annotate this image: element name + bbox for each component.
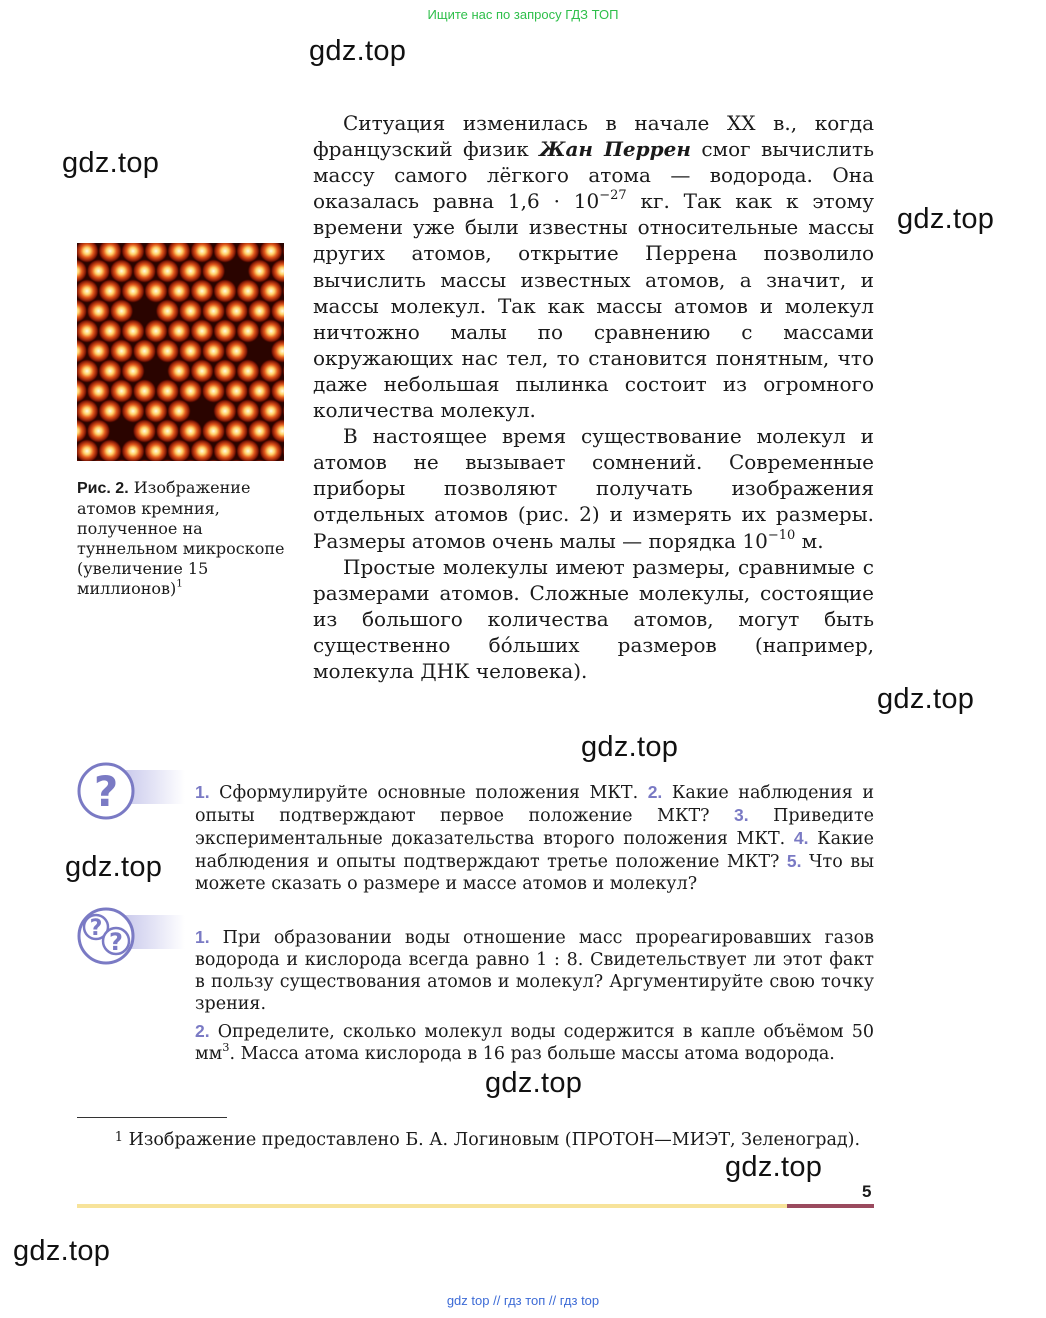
- atom: [156, 299, 180, 323]
- atom: [156, 339, 180, 363]
- atom: [87, 299, 111, 323]
- watermark: gdz.top: [485, 1067, 583, 1099]
- figure-caption: Рис. 2. Изображение атомов кремния, полученное на туннельном микроскопе (увеличение 15 миллионов)$^1$: [77, 478, 285, 598]
- atom: [202, 299, 226, 323]
- svg-text:?: ?: [89, 916, 103, 941]
- atom: [248, 419, 272, 443]
- svg-text:?: ?: [109, 928, 123, 956]
- scientist-name: Жан Перрен: [539, 137, 691, 162]
- atom: [259, 279, 283, 303]
- atom: [156, 259, 180, 283]
- task-2: 2. Определите, сколько молекул воды содержится в капле объёмом 50 $мм^3$. Масса атома кислорода в 16 раз больше массы атома водорода.: [195, 1021, 874, 1064]
- atom: [259, 359, 283, 383]
- atom: [121, 279, 145, 303]
- atom: [110, 379, 134, 403]
- atom: [202, 379, 226, 403]
- atom: [236, 319, 260, 343]
- atom: [156, 379, 180, 403]
- watermark: gdz.top: [581, 731, 679, 763]
- double-question-icon: [77, 905, 139, 967]
- atom: [202, 419, 226, 443]
- page-number: 5: [862, 1182, 872, 1201]
- footnote-divider: [77, 1117, 227, 1118]
- atom: [98, 399, 122, 423]
- atom: [110, 299, 134, 323]
- atom: [133, 379, 157, 403]
- figure-label: Рис. 2.: [77, 480, 129, 497]
- main-text: [313, 110, 874, 684]
- paragraph-1: Ситуация изменилась в начале XX в., когда французский физик Жан Перрен смог вычислить массу самого лёгкого атома — водорода. Она оказалась равна $1,6 \cdot 10^{-27}$ кг. Так как к этому времени уже были известны относительные массы других атомов, открытие Перрена позволило вычислить массы известных атомов, а значит, и массы молекул. Так как массы атомов и молекул ничтожно малы по сравнению с массами окружающих нас тел, то становится понятным, что даже небольшая пылинка состоит из огромного количества молекул.: [313, 111, 874, 423]
- silicon-atoms-image: [77, 243, 284, 461]
- atom: [121, 399, 145, 423]
- atom: [190, 319, 214, 343]
- atom: [190, 359, 214, 383]
- tasks: [195, 926, 874, 1070]
- atom: [213, 359, 237, 383]
- atom: [179, 339, 203, 363]
- atom: [98, 279, 122, 303]
- review-questions: 1. Сформулируйте основные положения МКТ. 2. Какие наблюдения и опыты подтверждают первое положение МКТ? 3. Приведите экспериментальные доказательства второго положения МКТ. 4. Какие наблюдения и опыты подтверждают третье положение МКТ? 5. Что вы можете сказать о размере и массе атомов и молекул?: [195, 782, 875, 894]
- question-section-icon: [77, 760, 187, 820]
- footnote: 1 Изображение предоставлено Б. А. Логиновым (ПРОТОН—МИЭТ, Зеленоград).: [77, 1127, 874, 1151]
- atom: [144, 279, 168, 303]
- atom: [213, 279, 237, 303]
- atom: [167, 279, 191, 303]
- page-bar-maroon: [787, 1204, 874, 1208]
- atom: [202, 259, 226, 283]
- atom: [236, 359, 260, 383]
- search-hint[interactable]: Ищите нас по запросу ГДЗ ТОП: [427, 7, 619, 22]
- watermark: gdz.top: [65, 851, 163, 883]
- atom: [248, 299, 272, 323]
- watermark: gdz.top: [309, 35, 407, 67]
- atom: [98, 319, 122, 343]
- atom: [156, 419, 180, 443]
- atom: [144, 319, 168, 343]
- atom: [121, 359, 145, 383]
- atom: [225, 379, 249, 403]
- paragraph-2: В настоящее время существование молекул и атомов не вызывает сомнений. Современные приборы позволяют получать изображения отдельных атомов (рис. 2) и измерять их размеры. Размеры атомов очень малы — порядка $10^{-10}$ м.: [313, 424, 874, 553]
- atom: [248, 379, 272, 403]
- footer-links[interactable]: gdz top // гдз топ // гдз top: [446, 1293, 600, 1308]
- atom: [190, 279, 214, 303]
- atom: [110, 259, 134, 283]
- task-section-icon: [77, 905, 187, 965]
- atom: [225, 419, 249, 443]
- atom: [259, 399, 283, 423]
- atom: [179, 299, 203, 323]
- atom: [87, 339, 111, 363]
- atom: [121, 319, 145, 343]
- atom: [167, 319, 191, 343]
- atom: [133, 419, 157, 443]
- atom: [179, 379, 203, 403]
- task-1: 1. При образовании воды отношение масс прореагировавших газов водорода и кислорода всегда равно 1 : 8. Свидетельствует ли этот факт в пользу существования атомов и молекул? Аргументируйте свою точку зрения.: [195, 927, 874, 1014]
- watermark: gdz.top: [62, 147, 160, 179]
- svg-text:?: ?: [93, 767, 119, 816]
- atom: [213, 399, 237, 423]
- atom: [133, 339, 157, 363]
- atom: [167, 399, 191, 423]
- atom: [87, 259, 111, 283]
- atom: [202, 339, 226, 363]
- watermark: gdz.top: [725, 1151, 823, 1183]
- footnote-mark: 1: [176, 577, 183, 590]
- atom: [167, 359, 191, 383]
- atom: [179, 259, 203, 283]
- footnote-number: 1: [114, 1130, 123, 1145]
- page-bar-yellow: [77, 1204, 787, 1208]
- watermark: gdz.top: [13, 1235, 111, 1267]
- question-mark-icon: [77, 760, 137, 820]
- atom: [98, 359, 122, 383]
- atom: [87, 419, 111, 443]
- atom: [179, 419, 203, 443]
- atom: [236, 399, 260, 423]
- paragraph-3: Простые молекулы имеют размеры, сравнимые с размерами атомов. Сложные молекулы, состоящие из большого количества атомов, могут быть существенно бóльших размеров (например, молекула ДНК человека).: [313, 554, 874, 683]
- atom: [225, 299, 249, 323]
- atom: [144, 399, 168, 423]
- atom: [87, 379, 111, 403]
- watermark: gdz.top: [897, 203, 995, 235]
- atom: [110, 339, 134, 363]
- atom: [236, 279, 260, 303]
- atom: [259, 319, 283, 343]
- atom: [225, 339, 249, 363]
- atom: [248, 259, 272, 283]
- atom: [213, 319, 237, 343]
- watermark: gdz.top: [877, 683, 975, 715]
- atom: [133, 259, 157, 283]
